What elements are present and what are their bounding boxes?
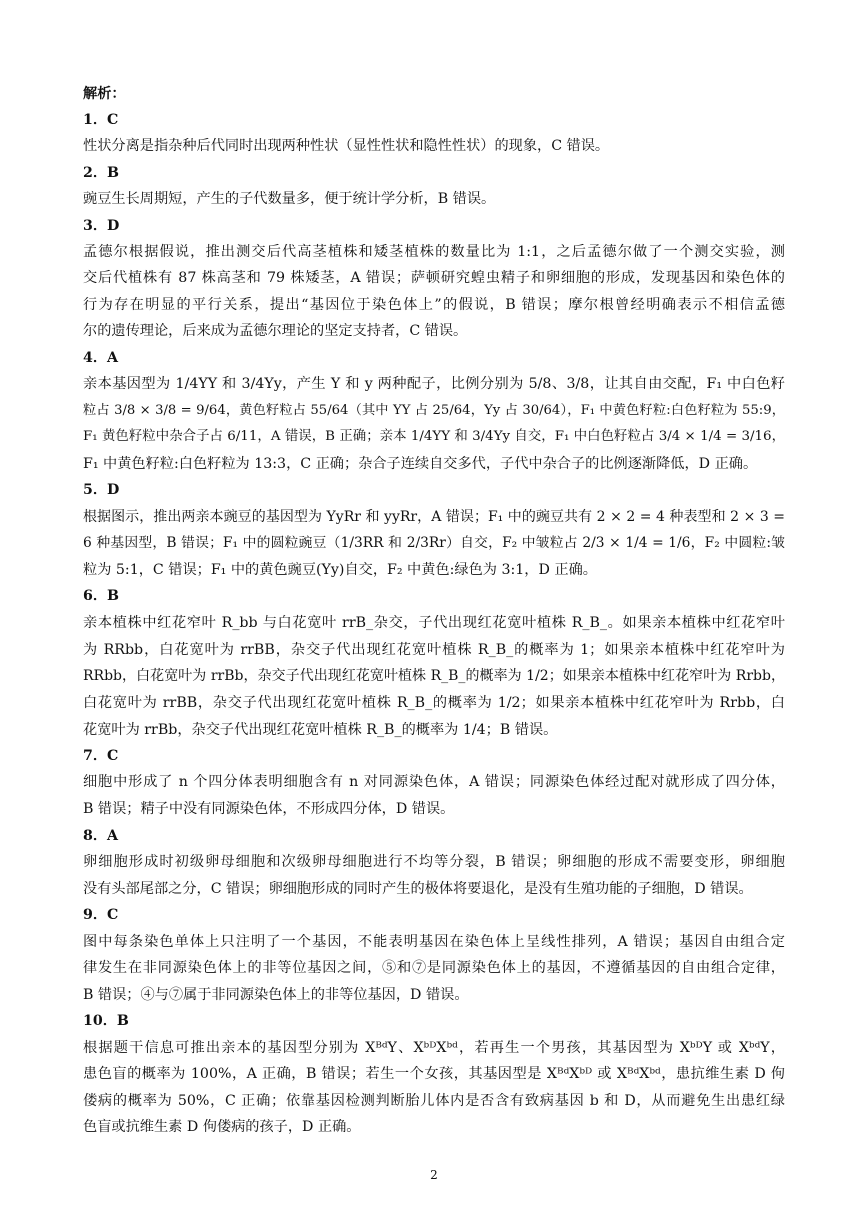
- answer-3-number: 3．D: [83, 218, 120, 234]
- answer-8-text: 没有头部尾部之分，C 错误；卵细胞形成的同时产生的极体将要退化，是没有生殖功能的子细胞，D 错误。: [83, 881, 753, 897]
- answer-1-text: 性状分离是指杂种后代同时出现两种性状（显性性状和隐性性状）的现象，C 错误。: [83, 138, 610, 154]
- answer-5-number: 5．D: [83, 482, 120, 498]
- answer-7-number: 7．C: [83, 748, 119, 764]
- answer-6-text: 花宽叶为 rrBb，杂交子代出现红花宽叶植株 R_B_的概率为 1/4；B 错误。: [83, 722, 558, 738]
- answer-6-text: 亲本植株中红花窄叶 R_bb 与白花宽叶 rrB_杂交，子代出现红花宽叶植株 R_B_。如果亲本植株中红花窄叶: [83, 615, 785, 631]
- answer-4-text: F₁ 黄色籽粒中杂合子占 6/11，A 错误，B 正确；亲本 1/4YY 和 3/4Yy 自交，F₁ 中白色籽粒占 3/4 × 1/4 = 3/16，: [83, 429, 785, 444]
- answer-2-number: 2．B: [83, 165, 120, 181]
- answer-6-text: RRbb，白花宽叶为 rrBb，杂交子代出现红花宽叶植株 R_B_的概率为 1/2；如果亲本植株中红花窄叶为 Rrbb，: [83, 668, 785, 684]
- answer-6-text: 白花宽叶为 rrBB，杂交子代出现红花宽叶植株 R_B_的概率为 1/2；如果亲本植株中红花窄叶为 Rrbb，白: [83, 695, 785, 711]
- answer-10-text: 偻病的概率为 50%，C 正确；依靠基因检测判断胎儿体内是否含有致病基因 b 和 D，从而避免生出患红绿: [83, 1093, 785, 1109]
- answer-10-text: 根据题干信息可推出亲本的基因型分别为 XᴮᵈY、XᵇᴰXᵇᵈ，若再生一个男孩，其基因型为 XᵇᴰY 或 XᵇᵈY，: [83, 1040, 785, 1056]
- answer-3-text: 尔的遗传理论，后来成为孟德尔理论的坚定支持者，C 错误。: [83, 323, 468, 339]
- answer-6-text: 为 RRbb，白花宽叶为 rrBB，杂交子代出现红花宽叶植株 R_B_的概率为 1；如果亲本植株中红花窄叶为: [83, 642, 785, 658]
- answer-10-number: 10．B: [83, 1013, 129, 1029]
- section-heading: 解析：: [83, 86, 126, 102]
- answer-9-number: 9．C: [83, 907, 119, 923]
- answer-10-text: 色盲或抗维生素 D 佝偻病的孩子，D 正确。: [83, 1119, 361, 1135]
- answer-4-number: 4．A: [83, 350, 119, 366]
- answer-7-text: 细胞中形成了 n 个四分体表明细胞含有 n 对同源染色体，A 错误；同源染色体经过配对就形成了四分体，: [83, 774, 785, 790]
- answer-1-number: 1．C: [83, 112, 119, 128]
- answer-3-text: 孟德尔根据假说，推出测交后代高茎植株和矮茎植株的数量比为 1:1，之后孟德尔做了一个测交实验，测: [83, 244, 785, 260]
- answer-5-text: 6 种基因型，B 错误；F₁ 中的圆粒豌豆（1/3RR 和 2/3Rr）自交，F₂ 中皱粒占 2/3 × 1/4 = 1/6，F₂ 中圆粒:皱: [83, 535, 785, 551]
- answer-8-number: 8．A: [83, 828, 119, 844]
- answer-9-text: 图中每条染色单体上只注明了一个基因，不能表明基因在染色体上呈线性排列，A 错误；基因自由组合定: [83, 934, 785, 950]
- answer-3-text: 交后代植株有 87 株高茎和 79 株矮茎，A 错误；萨顿研究蝗虫精子和卵细胞的形成，发现基因和染色体的: [83, 270, 785, 286]
- answer-9-text: 律发生在非同源染色体上的非等位基因之间，⑤和⑦是同源染色体上的基因，不遵循基因的自由组合定律，: [83, 960, 785, 976]
- answer-10-text: 患色盲的概率为 100%，A 正确，B 错误；若生一个女孩，其基因型是 XᴮᵈXᵇᴰ 或 XᴮᵈXᵇᵈ，患抗维生素 D 佝: [83, 1066, 785, 1082]
- answer-8-text: 卵细胞形成时初级卵母细胞和次级卵母细胞进行不均等分裂，B 错误；卵细胞的形成不需要变形，卵细胞: [83, 854, 785, 870]
- answer-4-text: 粒占 3/8 × 3/8 = 9/64，黄色籽粒占 55/64（其中 YY 占 25/64，Yy 占 30/64），F₁ 中黄色籽粒:白色籽粒为 55:9，: [83, 403, 785, 418]
- answer-5-text: 粒为 5:1，C 错误；F₁ 中的黄色豌豆(Yy)自交，F₂ 中黄色:绿色为 3:1，D 正确。: [83, 562, 597, 578]
- page-number: 2: [430, 1168, 438, 1182]
- answer-6-number: 6．B: [83, 588, 120, 604]
- answer-2-text: 豌豆生长周期短，产生的子代数量多，便于统计学分析，B 错误。: [83, 191, 496, 207]
- answer-5-text: 根据图示，推出两亲本豌豆的基因型为 YyRr 和 yyRr，A 错误；F₁ 中的豌豆共有 2 × 2 = 4 种表型和 2 × 3 =: [83, 509, 785, 525]
- answer-3-text: 行为存在明显的平行关系，提出“基因位于染色体上”的假说，B 错误；摩尔根曾经明确表示不相信孟德: [83, 297, 785, 313]
- answer-9-text: B 错误；④与⑦属于非同源染色体上的非等位基因，D 错误。: [83, 987, 469, 1003]
- answer-4-text: 亲本基因型为 1/4YY 和 3/4Yy，产生 Y 和 y 两种配子，比例分别为 5/8、3/8，让其自由交配，F₁ 中白色籽: [83, 376, 785, 392]
- answer-4-text: F₁ 中黄色籽粒:白色籽粒为 13:3，C 正确；杂合子连续自交多代，子代中杂合子的比例逐渐降低，D 正确。: [83, 456, 758, 472]
- answer-7-text: B 错误；精子中没有同源染色体，不形成四分体，D 错误。: [83, 801, 455, 817]
